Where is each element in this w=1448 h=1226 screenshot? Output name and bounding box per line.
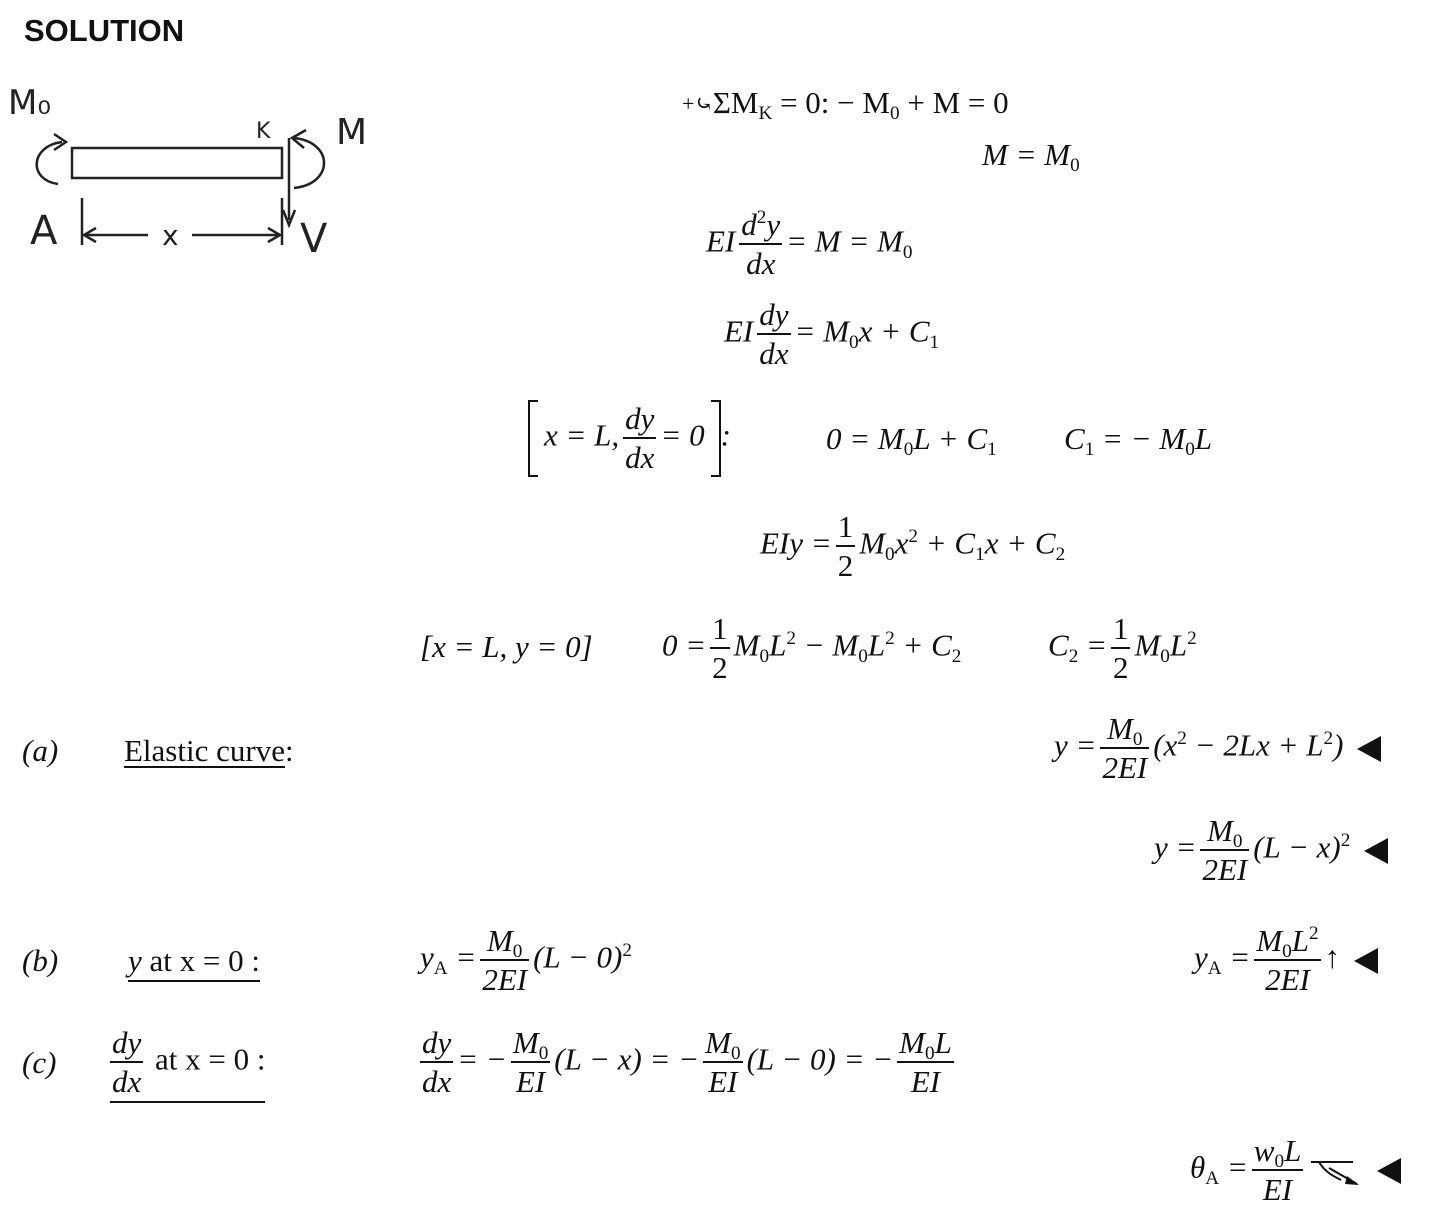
solution-heading: SOLUTION: [24, 13, 185, 48]
part-c-label: (c): [22, 1045, 57, 1080]
c2-result-equation: $C_2$ = $\frac{1}{2}$ $M_0L^2$: [1048, 611, 1197, 686]
part-a-caption: Elastic curve:: [124, 733, 294, 768]
part-b-label: (b): [22, 943, 59, 978]
c1-solve-equation: $0 = M_0L + C_1$: [826, 421, 997, 461]
c1-result-equation: $C_1$ = − $M_0L$: [1064, 421, 1213, 461]
elastic-curve-factored-result: y = $\frac{M_0}{2EI}$ $(L - x)^2$: [1154, 814, 1388, 887]
label-a: A: [30, 208, 58, 254]
label-k: K: [256, 119, 271, 144]
part-a-label: (a): [22, 733, 59, 768]
deflection-boundary-condition: [x = L, y = 0]: [420, 629, 593, 664]
elastic-curve-heading: Elastic curve: [124, 733, 285, 768]
deflection-general-equation: EIy = $\frac{1}{2}$ $M_0x^2 + C_1x + C_2$: [760, 509, 1066, 584]
rotation-direction-icon: [1307, 1154, 1363, 1188]
slope-boundary-condition: x = L, $\frac{dy}{dx}$ = 0 :: [528, 400, 731, 477]
answer-marker-icon: [1377, 1158, 1401, 1184]
label-x: x: [162, 219, 179, 252]
label-m: M: [336, 112, 368, 153]
part-c-caption: $\frac{dy}{dx}$ at x = 0 :: [110, 1026, 265, 1103]
moment-right-arrow: [294, 138, 324, 188]
deflection-at-a-substitution: $y_A$ = $\frac{M_0}{2EI}$ $(L - 0)^2$: [420, 923, 632, 998]
slope-at-a-result: $\theta_A$ = $\frac{w_0L}{EI}$: [1190, 1134, 1401, 1207]
elastic-curve-expanded-result: y = $\frac{M_0}{2EI}$ $(x^2 - 2Lx + L^2)$: [1054, 712, 1381, 785]
boundary-bracket: x = L, $\frac{dy}{dx}$ = 0: [528, 400, 721, 477]
answer-marker-icon: [1364, 838, 1388, 864]
upward-arrow-icon: ↑: [1324, 939, 1341, 975]
answer-marker-icon: [1354, 948, 1378, 974]
moment-result-equation: $M = M_0$: [982, 137, 1080, 177]
slope-at-a-substitution: $\frac{dy}{dx}$ = − $\frac{M_0}{EI}$ (L − x) = − $\frac{M_0}{EI}$ (L − 0) = − $\frac{M_0L}{EI}$: [422, 1025, 952, 1100]
beam-segment: [72, 148, 282, 178]
second-derivative-equation: EI $\frac{d^2y}{dx}$ = $M = M_0$: [706, 207, 913, 282]
ccw-positive-icon: +⤿: [682, 91, 713, 116]
c2-solve-equation: 0 = $\frac{1}{2}$ $M_0L^2 - M_0L^2 + C_2$: [662, 611, 962, 686]
part-b-caption: y at x = 0 :: [128, 944, 260, 982]
deflection-at-a-result: $y_A$ = $\frac{M_0L^2}{2EI}$ ↑: [1194, 924, 1378, 997]
free-body-diagram: [0, 80, 390, 265]
label-v: V: [300, 216, 328, 262]
slope-equation: EI $\frac{dy}{dx}$ = $M_0x + C_1$: [724, 297, 940, 372]
moment-equilibrium-equation: $+⤿\Sigma M_K = 0$: − $M_0 + M = 0$: [682, 85, 1009, 125]
label-m0: M₀: [8, 83, 51, 123]
answer-marker-icon: [1357, 736, 1381, 762]
